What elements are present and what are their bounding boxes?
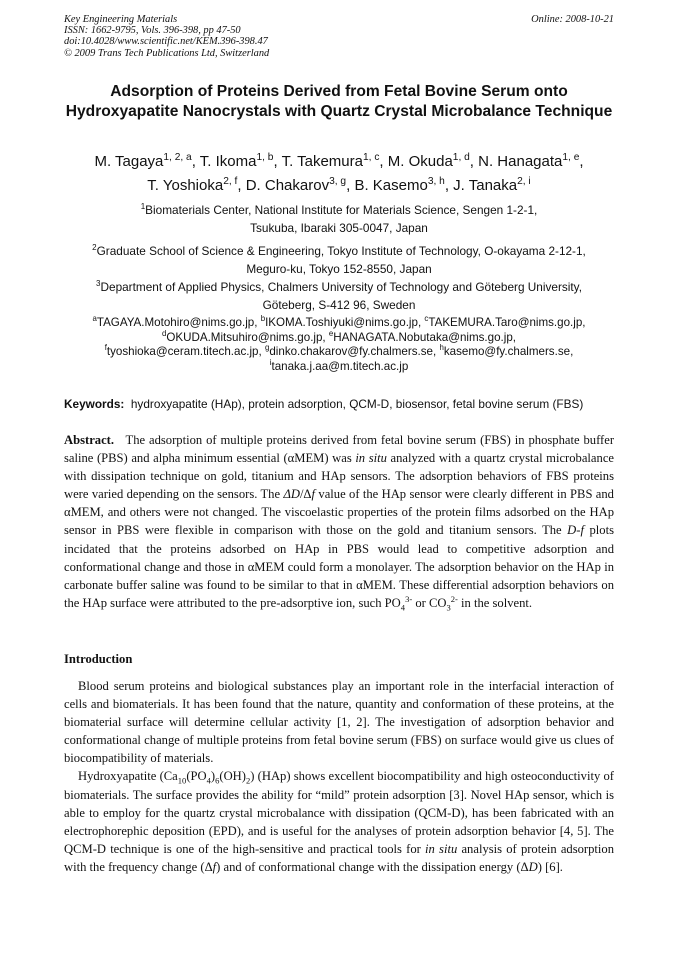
email-link[interactable]: OKUDA.Mitsuhiro@nims.go.jp, [166,330,326,344]
introduction [64,677,614,876]
journal-header [64,14,614,59]
keywords-text: hydroxyapatite (HAp), protein adsorption, QCM-D, biosensor, fetal bovine serum (FBS) [130,397,584,411]
paper-title: Adsorption of Proteins Derived from Fetal Bovine Serum onto Hydroxyapatite Nanocrystals with Quartz Crystal Microbalance Technique [65,83,613,120]
author: M. Okuda$^{1, d}$ [387,152,470,170]
journal-name: Key Engineering Materials [64,14,178,25]
email-link[interactable]: HANAGATA.Nobutaka@nims.go.jp, [333,330,517,344]
affiliation-1: $^1$Biomaterials Center, National Institute for Materials Science, Sengen 1-2-1, Tsukuba, Ibaraki 305-0047, Japan [140,202,538,235]
abstract: Abstract. The adsorption of multiple proteins derived from fetal bovine serum (FBS) in phosphate buffer saline (PBS) and alpha minimum essential (αMEM) was in situ analyzed with a quartz crystal microbalance with dissipation technique on gold, titanium and HAp sensors. The adsorption behaviors of FBS proteins were varied depending on the sensors. The ΔD/Δf value of the HAp sensor were clearly different in PBS and αMEM, and others were not changed. The viscoelastic properties of the protein films adsorbed on the HAp sensor in PBS were flexible in comparison with those on the gold and titanium sensors. The D-f plots incidated that the proteins adsorbed on HAp in PBS would lead to competitive adsorption and conformational change and those in αMEM could form a monolayer. The adsorption behavior on the HAp in carbonate buffer saline was found to be similar to that in αMEM. These differential adsorption behaviors on the HAp surface were attributed to the pre-adsorptive ion, such $PO_4^{3-}$ or $CO_3^{2-}$ in the solvent. [64,433,615,613]
author: T. Ikoma$^{1, b}$ [199,152,274,170]
author: D. Chakarov$^{3, g}$ [245,176,347,194]
paragraph: Hydroxyapatite $(Ca_{10}(PO_4)_6(OH)_2)$ (HAp) shows excellent biocompatibility and high osteoconductivity of biomaterials. The surface provides the ability for “mild” protein adsorption [3]. Novel HAp sensor, which is able to employ for the quartz crystal microbalance with dissipation (QCM-D), has been fabricated with an electrophorephic deposition (EPD), and is useful for the analyses of protein adsorption behavior [4, 5]. The QCM-D technique is one of the high-sensitive and practical tools for in situ analysis of protein adsorption with the frequency change (Δf) and of conformational change with the dissipation energy (ΔD) [6]. [64,769,614,874]
email-list: $^a$TAGAYA.Motohiro@nims.go.jp, $^b$IKOMA.Toshiyuki@nims.go.jp, $^c$TAKEMURA.Taro@nims.go.jp, $^d$OKUDA.Mitsuhiro@nims.go.jp, $^e$HANAGATA.Nobutaka@nims.go.jp, $^f$tyoshioka@ceram.titech.ac.jp, $^g$dinko.chakarov@fy.chalmers.se, $^h$kasemo@fy.chalmers.se, $^i$tanaka.j.aa@m.titech.ac.jp [92,314,586,373]
email-link[interactable]: IKOMA.Toshiyuki@nims.go.jp, [265,316,422,329]
author: T. Yoshioka$^{2, f}$ [147,176,238,194]
author: N. Hanagata$^{1, e}$ [478,152,580,170]
abstract-label: Abstract. [64,433,115,447]
doi-line[interactable]: doi:10.4028/www.scientific.net/KEM.396-398.47 [64,36,268,48]
section-heading-introduction: Introduction [64,652,133,666]
email-link[interactable]: kasemo@fy.chalmers.se, [443,345,574,358]
keywords-label: Keywords: [64,397,125,411]
email-link[interactable]: TAKEMURA.Taro@nims.go.jp, [428,316,586,329]
affiliation-3: $^3$Department of Applied Physics, Chalmers University of Technology and Göteberg University, Göteberg, S-412 96, Sweden [96,279,582,312]
paragraph: Blood serum proteins and biological substances play an important role in the interfacial interaction of cells and biomaterials. It has been found that the nature, quantity and conformation of these proteins, at the biomaterial surface will determine cellular activity [1, 2]. The investigation of adsorption behavior and conformational change of multiple proteins from fetal bovine serum (FBS) on surface would give us clues of biocompatibility of materials. [64,679,614,766]
issn-line: ISSN: 1662-9795, Vols. 396-398, pp 47-50 [64,25,241,37]
keywords [64,396,614,412]
online-date: Online: 2008-10-21 [531,14,614,25]
email-link[interactable]: dinko.chakarov@fy.chalmers.se, [269,345,437,358]
email-link[interactable]: TAGAYA.Motohiro@nims.go.jp, [96,316,258,329]
author: J. Tanaka$^{2, i}$ [453,176,531,194]
affiliation-2: $^2$Graduate School of Science & Engineering, Tokyo Institute of Technology, O-okayama 2-12-1, Meguro-ku, Tokyo 152-8550, Japan [92,243,586,276]
email-link[interactable]: tyoshioka@ceram.titech.ac.jp, [106,345,262,358]
author: M. Tagaya$^{1, 2, a}$ [94,152,192,170]
author: T. Takemura$^{1, c}$ [281,152,380,170]
author: B. Kasemo$^{3, h}$ [354,176,445,194]
email-link[interactable]: tanaka.j.aa@m.titech.ac.jp [271,359,409,373]
author-list: M. Tagaya$^{1, 2, a}$, T. Ikoma$^{1, b}$, T. Takemura$^{1, c}$, M. Okuda$^{1, d}$, N. Hanagata$^{1, e}$, T. Yoshioka$^{2, f}$, D. Chakarov$^{3, g}$, B. Kasemo$^{3, h}$, J. Tanaka$^{2, i}$ [94,152,584,194]
copyright-line: © 2009 Trans Tech Publications Ltd, Switzerland [64,47,270,59]
